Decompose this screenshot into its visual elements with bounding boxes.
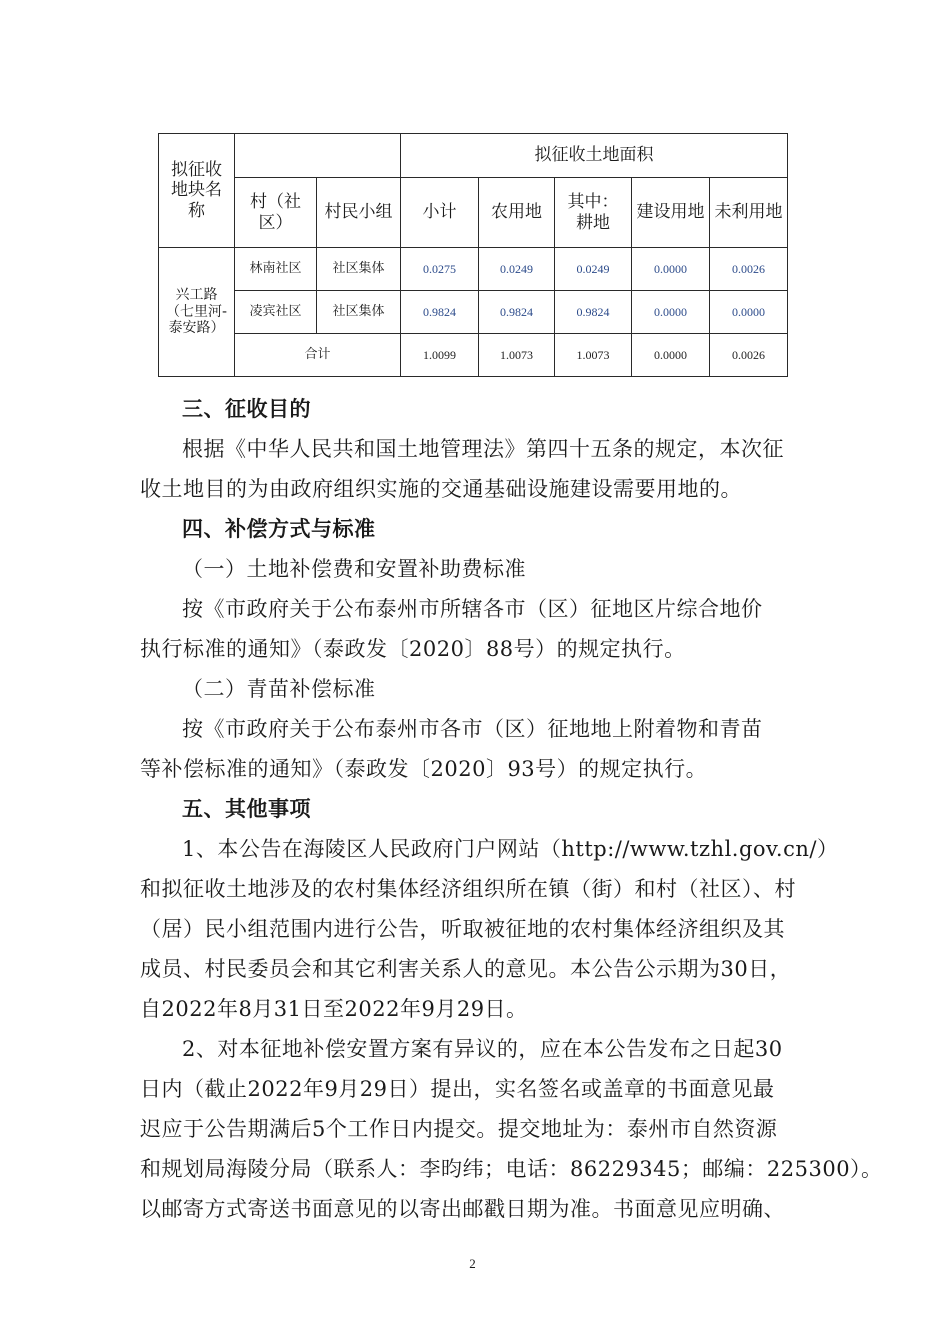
total-construction: 0.0000 (632, 334, 710, 377)
row-arable: 0.0249 (555, 248, 632, 291)
header-area-group: 拟征收土地面积 (401, 134, 788, 178)
header-parcel-name: 拟征收地块名称 (159, 134, 235, 248)
header-agri: 农用地 (479, 178, 555, 248)
row-construction: 0.0000 (632, 291, 710, 334)
land-acquisition-table (158, 133, 788, 377)
paragraph-line: 1、本公告在海陵区人民政府门户网站（http://www.tzhl.gov.cn/） (182, 837, 839, 861)
header-construction: 建设用地 (632, 178, 710, 248)
header-subtotal: 小计 (401, 178, 479, 248)
total-agri: 1.0073 (479, 334, 555, 377)
paragraph-line: 2、对本征地补偿安置方案有异议的，应在本公告发布之日起30 (182, 1037, 783, 1061)
section-4-heading: 四、补偿方式与标准 (182, 517, 376, 541)
total-arable: 1.0073 (555, 334, 632, 377)
total-subtotal: 1.0099 (401, 334, 479, 377)
paragraph-line: 自2022年8月31日至2022年9月29日。 (140, 997, 528, 1021)
row-group: 社区集体 (317, 248, 401, 291)
page-number: 2 (469, 1256, 476, 1271)
header-village: 村（社区） (235, 178, 317, 248)
paragraph-line: 按《市政府关于公布泰州市各市（区）征地地上附着物和青苗 (182, 717, 763, 741)
paragraph-line: 成员、村民委员会和其它利害关系人的意见。本公告公示期为30日， (140, 957, 792, 981)
table-row (159, 248, 788, 291)
section-3-heading: 三、征收目的 (182, 397, 311, 421)
row-group: 社区集体 (317, 291, 401, 334)
paragraph-line: 和拟征收土地涉及的农村集体经济组织所在镇（街）和村（社区）、村 (140, 877, 796, 901)
header-unused: 未利用地 (710, 178, 788, 248)
paragraph-line: 日内（截止2022年9月29日）提出，实名签名或盖章的书面意见最 (140, 1077, 775, 1101)
total-unused: 0.0026 (710, 334, 788, 377)
subsection-4-1: （一）土地补偿费和安置补助费标准 (182, 557, 526, 581)
row-subtotal: 0.0275 (401, 248, 479, 291)
table-total-row (159, 334, 788, 377)
paragraph-line: 等补偿标准的通知》（泰政发〔2020〕93号）的规定执行。 (140, 757, 708, 781)
parcel-name: 兴工路（七里河-泰安路） (159, 248, 235, 377)
header-group: 村民小组 (317, 178, 401, 248)
paragraph-line: 按《市政府关于公布泰州市所辖各市（区）征地区片综合地价 (182, 597, 763, 621)
total-label: 合计 (235, 334, 401, 377)
header-blank (235, 134, 401, 178)
paragraph-line: 根据《中华人民共和国土地管理法》第四十五条的规定，本次征 (182, 437, 784, 461)
header-arable: 其中：耕地 (555, 178, 632, 248)
row-unused: 0.0026 (710, 248, 788, 291)
paragraph-line: 执行标准的通知》（泰政发〔2020〕88号）的规定执行。 (140, 637, 686, 661)
row-village: 林南社区 (235, 248, 317, 291)
paragraph-line: 和规划局海陵分局（联系人：李昀纬；电话：86229345；邮编：225300）。 (140, 1157, 883, 1181)
row-subtotal: 0.9824 (401, 291, 479, 334)
row-construction: 0.0000 (632, 248, 710, 291)
paragraph-line: 迟应于公告期满后5个工作日内提交。提交地址为：泰州市自然资源 (140, 1117, 778, 1141)
row-arable: 0.9824 (555, 291, 632, 334)
row-agri: 0.9824 (479, 291, 555, 334)
table-row (159, 291, 788, 334)
subsection-4-2: （二）青苗补偿标准 (182, 677, 376, 701)
row-unused: 0.0000 (710, 291, 788, 334)
paragraph-line: （居）民小组范围内进行公告，听取被征地的农村集体经济组织及其 (140, 917, 785, 941)
section-5-heading: 五、其他事项 (182, 797, 311, 821)
row-agri: 0.0249 (479, 248, 555, 291)
row-village: 凌宾社区 (235, 291, 317, 334)
paragraph-line: 以邮寄方式寄送书面意见的以寄出邮戳日期为准。书面意见应明确、 (140, 1197, 785, 1221)
paragraph-line: 收土地目的为由政府组织实施的交通基础设施建设需要用地的。 (140, 477, 742, 501)
